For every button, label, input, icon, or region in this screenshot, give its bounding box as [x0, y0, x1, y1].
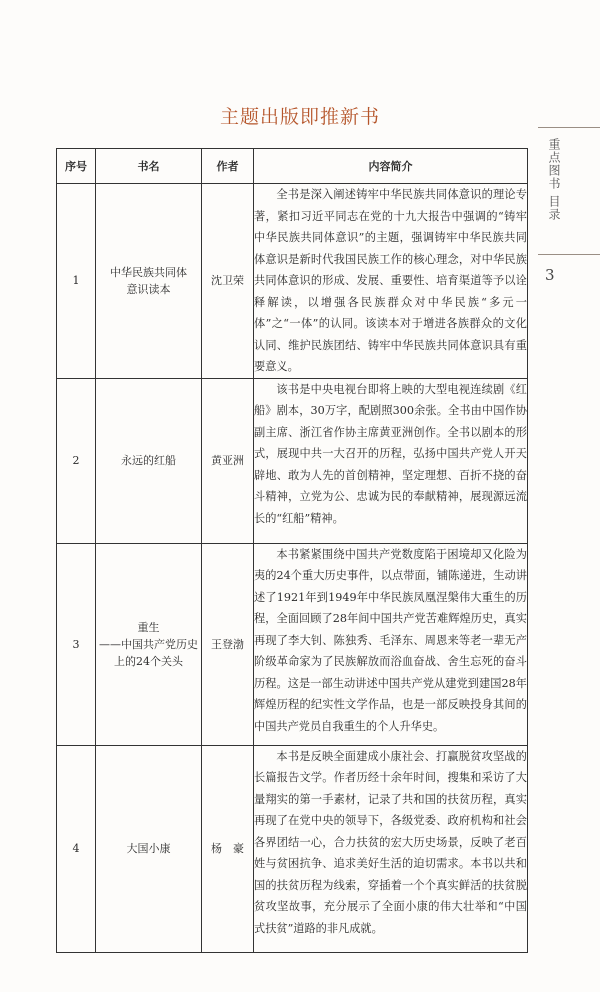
book-title: 重生 ——中国共产党历史 上的24个关头: [99, 620, 198, 668]
row-desc: [254, 745, 528, 952]
book-description: 该书是中央电视台即将上映的大型电视连续剧《红船》剧本，30万字，配剧照300余张。全书由中国作协副主席、浙江省作协主席黄亚洲创作。全书以剧本的形式，展现中共一大召开的历程，弘扬中国共产党人开天辟地、敢为人先的首创精神，坚定理想、百折不挠的奋斗精神，立党为公、忠诚为民的奉献精神，展现源远流长的“红船”精神。: [254, 382, 527, 525]
row-desc: [254, 184, 528, 379]
book-title: 大国小康: [126, 842, 171, 855]
row-author: 杨 豪: [202, 745, 254, 952]
row-num: 1: [57, 184, 96, 379]
book-description: 全书是深入阐述铸牢中华民族共同体意识的理论专著，紧扣习近平同志在党的十九大报告中强调的“铸牢中华民族共同体意识”的主题，强调铸牢中华民族共同体意识是新时代我国民族工作的核心理念，对中华民族共同体意识的形成、发展、重要性、培育渠道等予以诠释解读，以增强各民族群众对中华民族“多元一体”之“一体”的认同。该读本对于增进各族群众的文化认同、维护民族团结、铸牢中华民族共同体意识具有重要意义。: [254, 188, 527, 373]
table-row: [57, 184, 528, 379]
row-title: [96, 745, 202, 952]
book-title: 永远的红船: [121, 454, 176, 467]
side-divider-top: [538, 127, 600, 128]
row-author: 王登渤: [202, 543, 254, 745]
header-num: 序号: [57, 149, 96, 184]
table-row: [57, 378, 528, 543]
row-author: 黄亚洲: [202, 378, 254, 543]
header-desc: 内容简介: [254, 149, 528, 184]
table-row: [57, 745, 528, 952]
book-title: 中华民族共同体 意识读本: [110, 265, 187, 296]
book-description: 本书是反映全面建成小康社会、打赢脱贫攻坚战的长篇报告文学。作者历经十余年时间，搜集和采访了大量翔实的第一手素材，记录了共和国的扶贫历程，真实再现了在党中央的领导下，各级党委、政府机构和社会各界团结一心，合力扶贫的宏大历史场景，反映了老百姓与贫困抗争、追求美好生活的迫切需求。本书以共和国的扶贫历程为线索，穿插着一个个真实鲜活的扶贫脱贫攻坚故事，充分展示了全面小康的伟大壮举和“中国式扶贫”道路的非凡成就。: [254, 749, 527, 935]
page-title: 主题出版即推新书: [219, 106, 380, 128]
row-title: [96, 543, 202, 745]
row-title: [96, 378, 202, 543]
row-desc: [254, 543, 528, 745]
side-divider-bottom: [538, 254, 600, 255]
book-description: 本书紧紧围绕中国共产党数度陷于困境却又化险为夷的24个重大历史事件，以点带面，铺陈递进，生动讲述了1921年到1949年中华民族凤凰涅槃伟大重生的历程，全面回顾了28年间中国共产党苦难辉煌历史，真实再现了李大钊、陈独秀、毛泽东、周恩来等老一辈无产阶级革命家为了民族解放而浴血奋战、舍生忘死的奋斗历程。这是一部生动讲述中国共产党从建党到建国28年辉煌历程的纪实性文学作品，也是一部反映投身其间的中国共产党员自我重生的个人升华史。: [254, 547, 527, 733]
row-num: 4: [57, 745, 96, 952]
row-author: 沈卫荣: [202, 184, 254, 379]
row-num: 2: [57, 378, 96, 543]
row-desc: [254, 378, 528, 543]
side-section-label: 重点图书 目录: [547, 138, 561, 221]
row-num: 3: [57, 543, 96, 745]
header-title: 书名: [96, 149, 202, 184]
page-number: 3: [545, 266, 555, 284]
table-row: [57, 543, 528, 745]
row-title: [96, 184, 202, 379]
header-author: 作者: [202, 149, 254, 184]
book-table: [56, 148, 528, 953]
table-header-row: [57, 149, 528, 184]
